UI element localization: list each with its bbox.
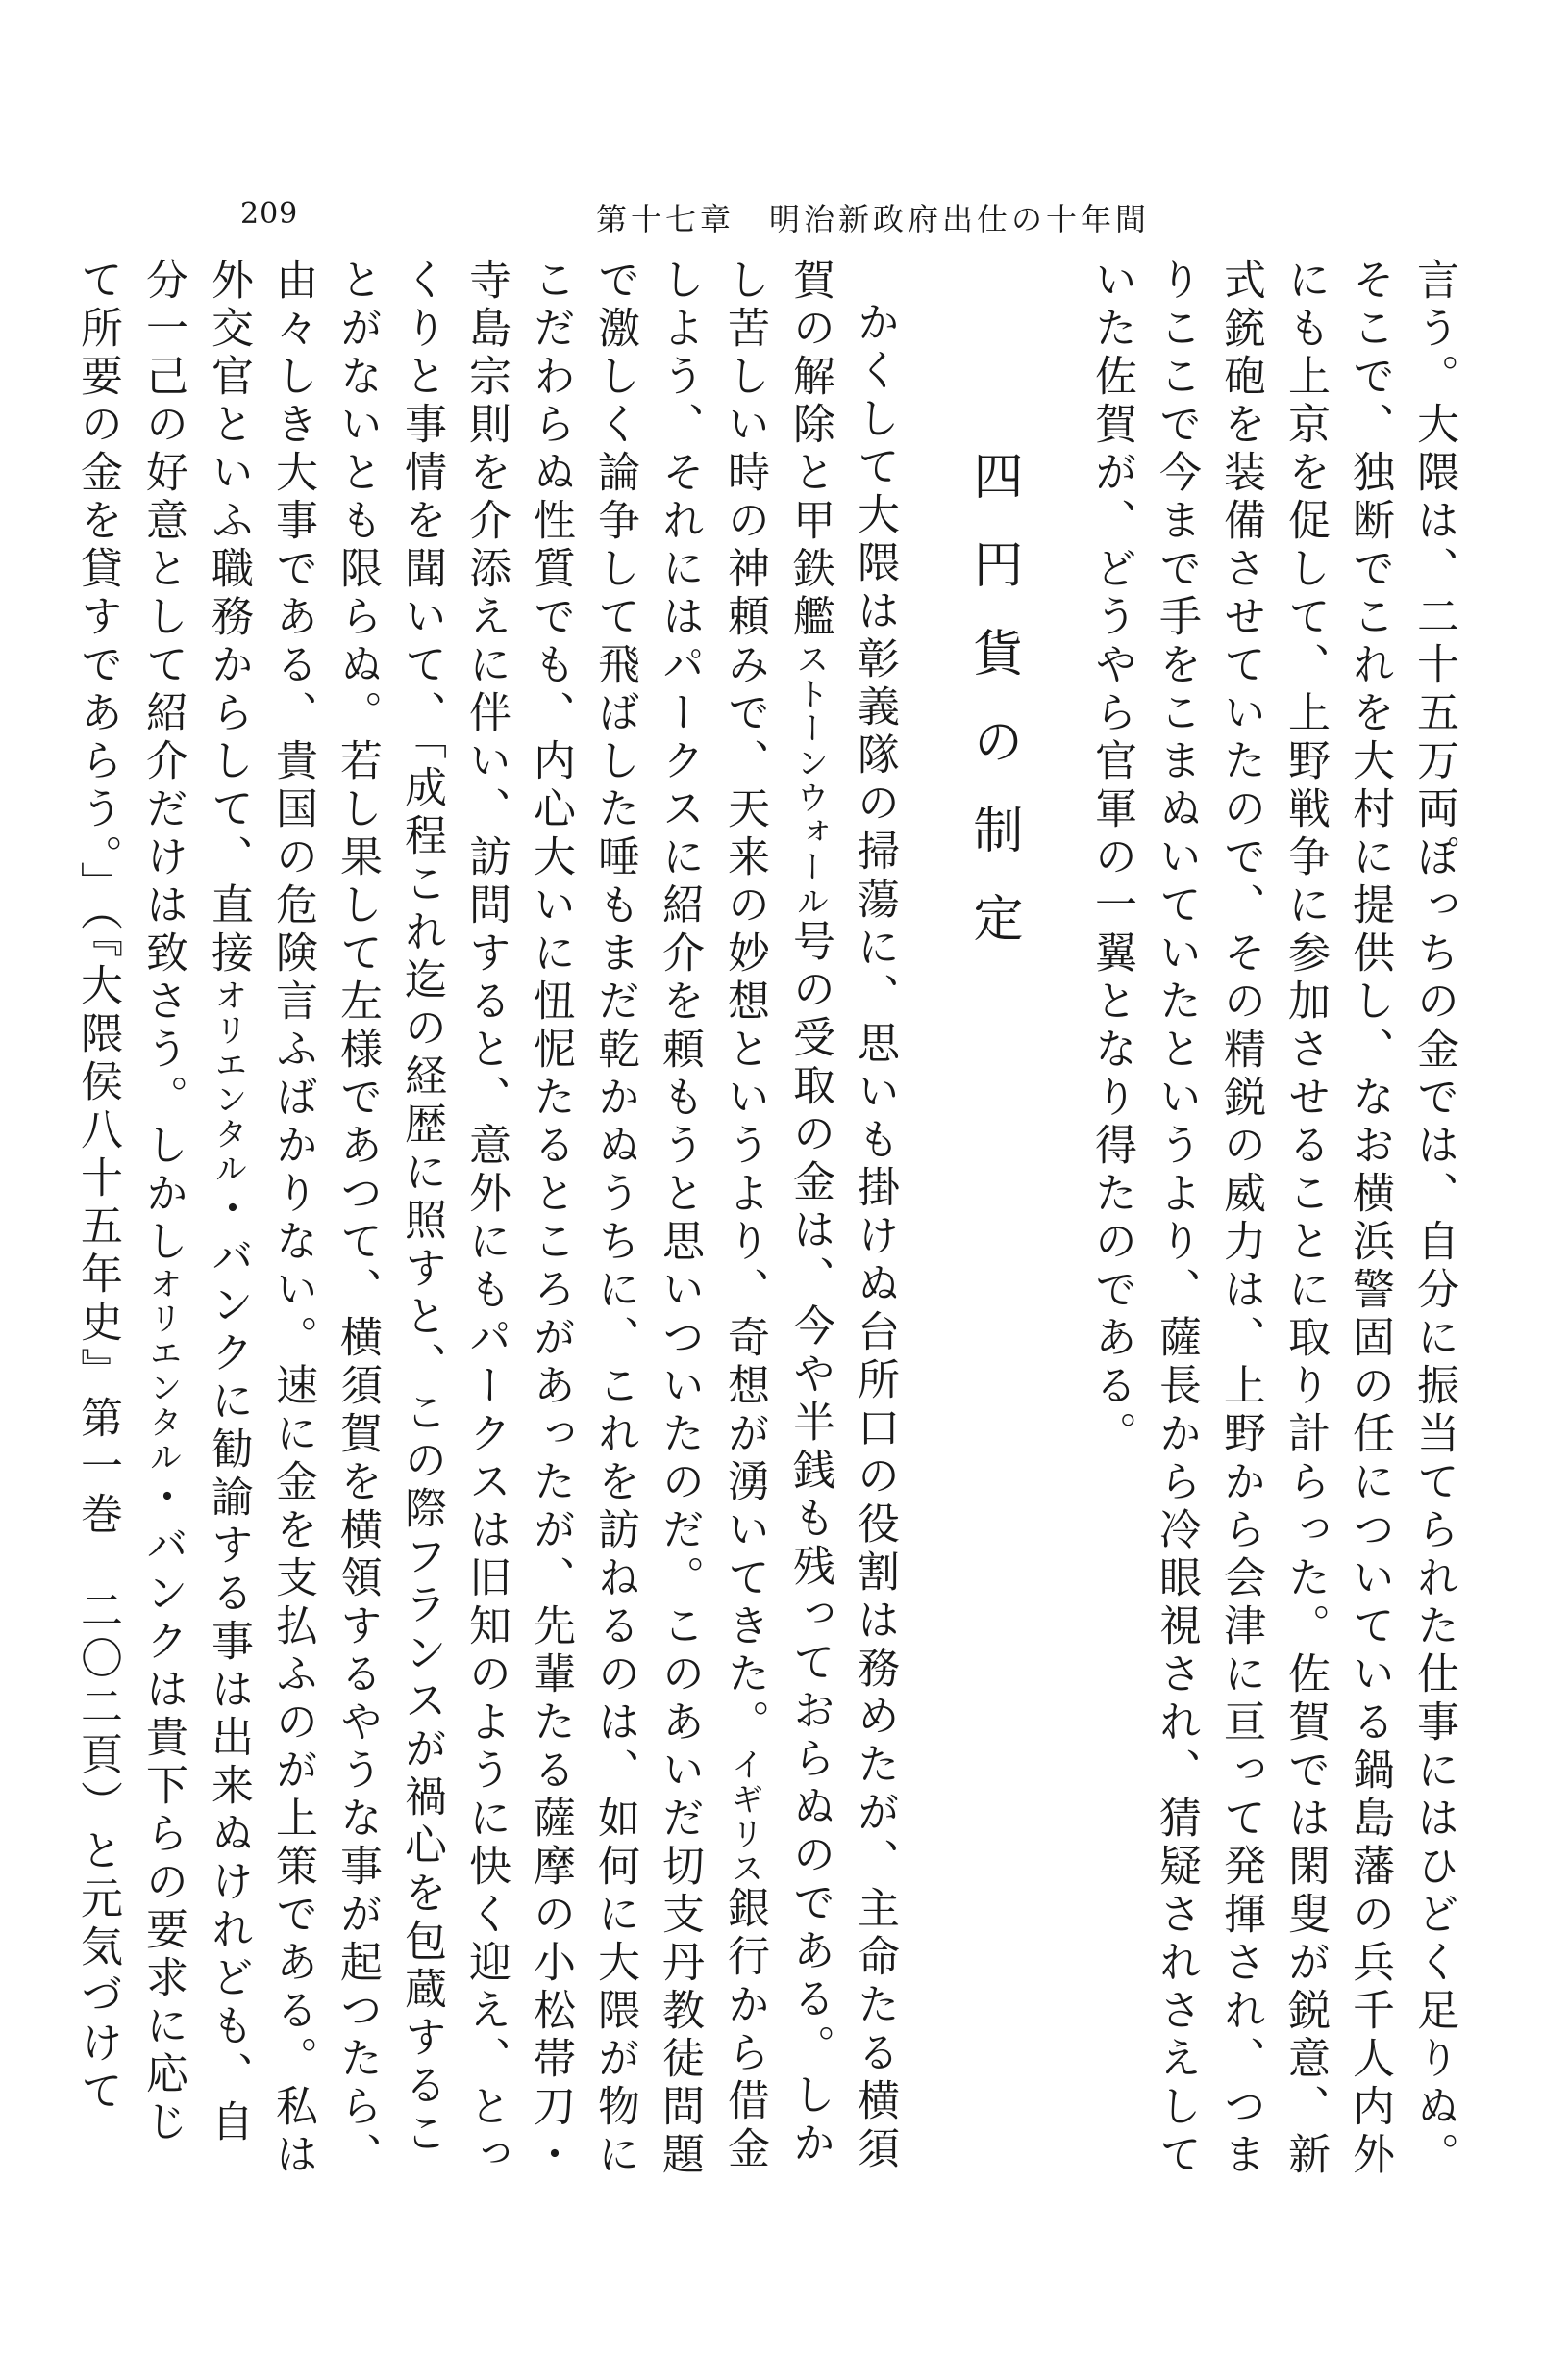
page-number: 209 [240, 197, 299, 231]
ship-name-small-kana: ストーンウォール [790, 642, 829, 919]
paragraph-2-text-g: ・バンクに勧諭する事は出来ぬけれども、自分一己の好意として紹介だけは致さう。しかし [138, 258, 253, 2147]
oriental-small-kana-2: オリエンタル [143, 1267, 182, 1475]
paragraph-1: 言う。大隈は、二十五万両ぽっちの金では、自分に振当てられた仕事にはひどく足りぬ。そこで、独断でこれを大村に提供し、なお横浜警固の任についている鍋島藩の兵千人内外にも上京を促して、上野戦争に参加させることに取り計らった。佐賀では閑叟が鋭意、新式銃砲を装備させていたので、その精鋭の威力は、上野から会津に亘って発揮され、つまりここで今まで手をこまぬいていたというより、薩長から冷眼視され、猜疑されさえしていた佐賀が、どうやら官軍の一翼となり得たのである。 [1087, 258, 1458, 2180]
paragraph-2-text-i: ・バンクは貴下らの要求に応じて所要の金を貸すであらう。」（『大隈侯八十五年史』第一巻 二〇二頁）と元気づけて [73, 258, 187, 2147]
paragraph-2 [65, 258, 907, 2180]
oriental-small-kana-1: オリエンタル [209, 979, 247, 1186]
paragraph-2-text-e: 銀行から借金しよう、それにはパークスに紹介を頼もうと思いついたのだ。このあいだ切支丹教徒問題で激しく論争して飛ばした唾もまだ乾かぬうちに、これを訪ねるのは、如何に大隈が物にこだわらぬ性質でも、内心大いに忸怩たるところがあったが、先輩たる薩摩の小松帯刀・寺島宗則を介添えに伴い、訪問すると、意外にもパークスは旧知のように快く迎え、とっくりと事情を聞いて、「成程これ迄の経歴に照すと、この際フランスが禍心を包蔵することがないとも限らぬ。若し果して左様であつて、横須賀を横領するやうな事が起つたら、由々しき大事である、貴国の危険言ふばかりない。速に金を支払ふのが上策である。私は外交官といふ職務からして、直接 [204, 258, 769, 2180]
england-small-kana: イギリス [725, 1748, 763, 1886]
section-title: 四円貨の制定 [964, 450, 1022, 980]
paragraph-2-text-a: かくして大隈は彰義隊の掃蕩に、思いも掛けぬ台所口の役割は務めたが、主命たる横須賀の解除と甲鉄艦 [785, 258, 899, 2174]
running-head: 第十七章 明治新政府出仕の十年間 [596, 201, 1151, 237]
body-text [73, 258, 1466, 2180]
paragraph-2-text-c: 号の受取の金は、今や半銭も残っておらぬのである。しかし苦しい時の神頼みで、天来の妙想というより、奇想が湧いてきた。 [720, 258, 834, 2169]
